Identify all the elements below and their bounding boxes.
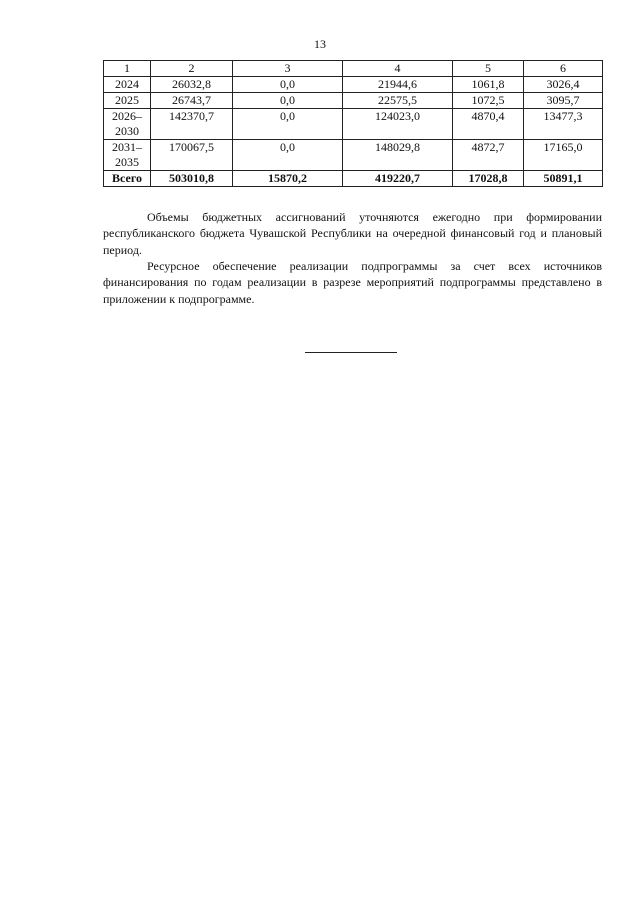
year-cell: 2024 <box>104 77 151 93</box>
table-row <box>104 109 603 140</box>
column-header-6: 6 <box>524 61 603 77</box>
value-cell: 4870,4 <box>453 109 524 140</box>
value-cell: 1061,8 <box>453 77 524 93</box>
value-cell: 0,0 <box>233 109 343 140</box>
total-row <box>104 171 603 187</box>
total-value-cell: 419220,7 <box>343 171 453 187</box>
value-cell: 17165,0 <box>524 140 603 171</box>
year-cell: 2031–2035 <box>104 140 151 171</box>
column-header-4: 4 <box>343 61 453 77</box>
total-value-cell: 17028,8 <box>453 171 524 187</box>
value-cell: 0,0 <box>233 140 343 171</box>
financing-table <box>103 60 603 187</box>
value-cell: 0,0 <box>233 93 343 109</box>
page-number: 13 <box>314 37 326 51</box>
total-value-cell: 15870,2 <box>233 171 343 187</box>
value-cell: 124023,0 <box>343 109 453 140</box>
value-cell: 21944,6 <box>343 77 453 93</box>
total-label: Всего <box>104 171 151 187</box>
value-cell: 4872,7 <box>453 140 524 171</box>
value-cell: 0,0 <box>233 77 343 93</box>
value-cell: 13477,3 <box>524 109 603 140</box>
value-cell: 170067,5 <box>151 140 233 171</box>
year-cell: 2025 <box>104 93 151 109</box>
total-value-cell: 50891,1 <box>524 171 603 187</box>
paragraph-budget-allocations: Объемы бюджетных ассигнований уточняются ежегодно при формировании республиканского бюджета Чувашской Республики на очередной финансовый год и плановый период. <box>103 210 602 257</box>
table-header-row <box>104 61 603 77</box>
value-cell: 26032,8 <box>151 77 233 93</box>
year-cell: 2026–2030 <box>104 109 151 140</box>
value-cell: 1072,5 <box>453 93 524 109</box>
paragraph-resource-support: Ресурсное обеспечение реализации подпрограммы за счет всех источников финансирования по годам реализации в разрезе мероприятий подпрограммы представлено в приложении к подпрограмме. <box>103 259 602 306</box>
value-cell: 26743,7 <box>151 93 233 109</box>
value-cell: 3095,7 <box>524 93 603 109</box>
column-header-3: 3 <box>233 61 343 77</box>
end-of-section-line <box>305 352 397 353</box>
table-row <box>104 140 603 171</box>
column-header-5: 5 <box>453 61 524 77</box>
value-cell: 148029,8 <box>343 140 453 171</box>
total-value-cell: 503010,8 <box>151 171 233 187</box>
table-row <box>104 93 603 109</box>
value-cell: 3026,4 <box>524 77 603 93</box>
column-header-2: 2 <box>151 61 233 77</box>
table-row <box>104 77 603 93</box>
value-cell: 22575,5 <box>343 93 453 109</box>
value-cell: 142370,7 <box>151 109 233 140</box>
column-header-1: 1 <box>104 61 151 77</box>
